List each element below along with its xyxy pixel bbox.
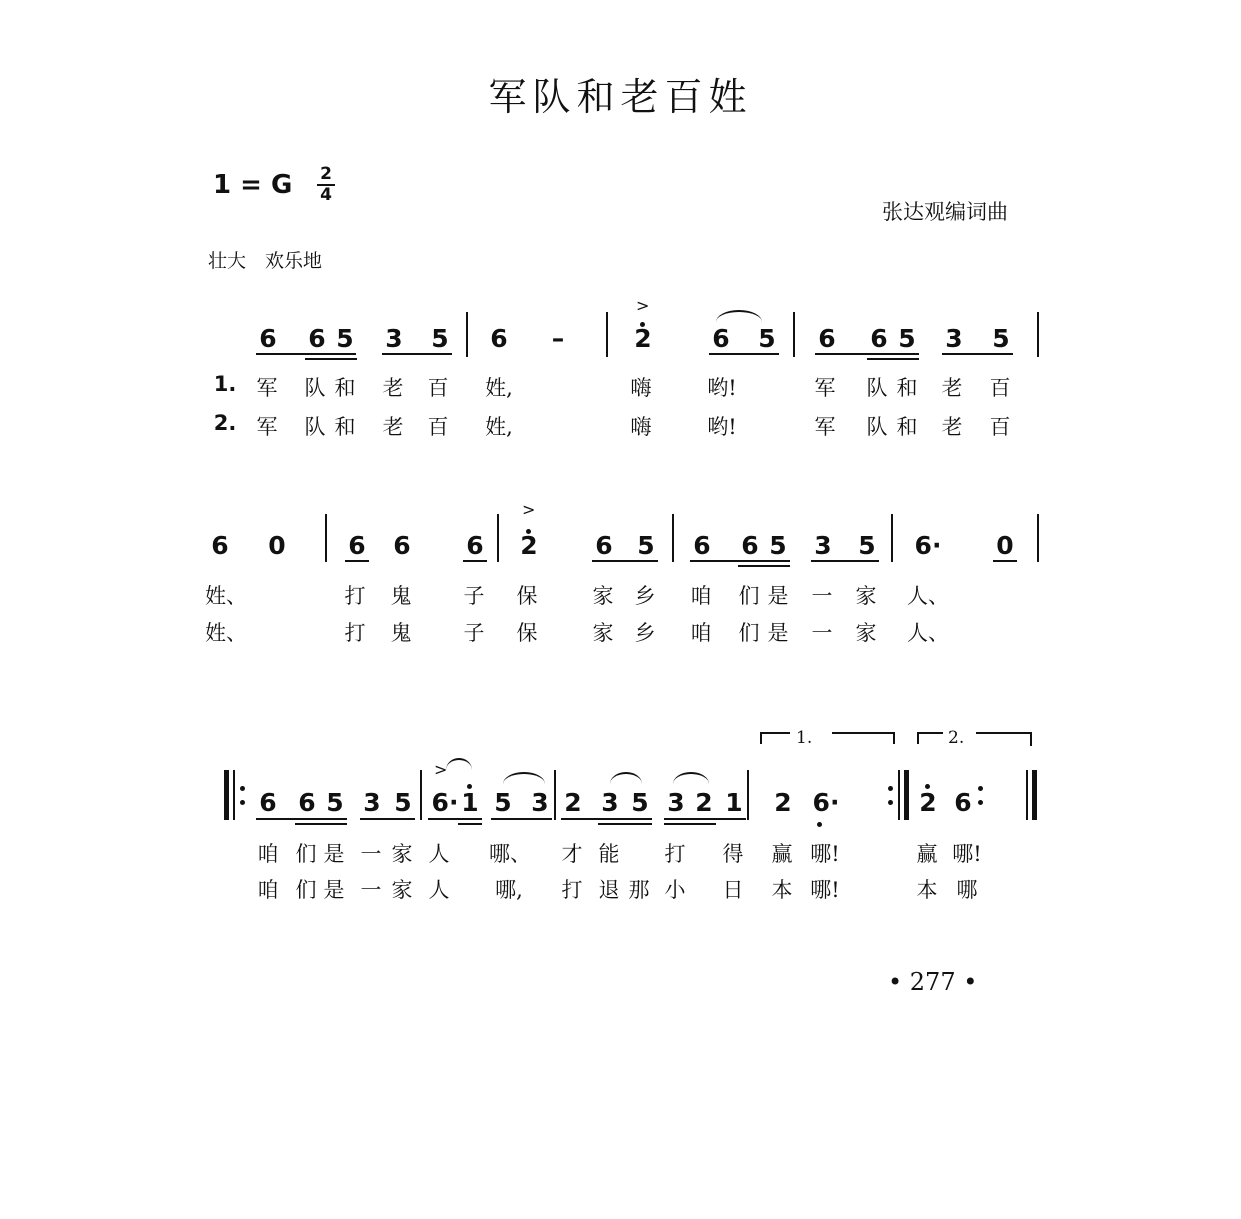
lyric: 队 xyxy=(304,376,326,400)
beam-line xyxy=(811,560,879,562)
barline xyxy=(891,514,893,562)
tie-slur xyxy=(503,772,545,784)
note: 2 xyxy=(634,324,652,353)
beam-line-2 xyxy=(305,358,357,360)
lyric: 人、 xyxy=(907,584,949,608)
beam-line-2 xyxy=(458,823,482,825)
note: 5 xyxy=(336,324,354,353)
lyric: 嗨 xyxy=(630,376,652,400)
lyric: 赢 xyxy=(771,842,793,866)
note: 6 xyxy=(490,324,508,353)
page-number: • 277 • xyxy=(888,968,978,996)
lyric: 咱 xyxy=(690,584,712,608)
lyric: 家 xyxy=(592,584,614,608)
note: 6 xyxy=(393,531,411,560)
lyric: 人 xyxy=(428,878,450,902)
lyric: 日 xyxy=(722,878,744,902)
volta-2-label: 2. xyxy=(948,728,965,748)
repeat-start-thick-bar xyxy=(224,770,229,820)
fermata-dot xyxy=(978,786,983,791)
note: 6· xyxy=(431,788,459,817)
note: 5 xyxy=(769,531,787,560)
beam-line xyxy=(382,353,452,355)
barline xyxy=(747,770,749,820)
volta-1-right-hook xyxy=(893,732,895,744)
beam-line-2 xyxy=(867,358,919,360)
note: 3 xyxy=(945,324,963,353)
lyric: 姓, xyxy=(485,376,513,400)
note: 5 xyxy=(631,788,649,817)
lyric: 们 xyxy=(295,878,317,902)
note: 6 xyxy=(741,531,759,560)
lyric: 打 xyxy=(344,584,366,608)
lyric: 们 xyxy=(738,584,760,608)
barline xyxy=(1037,312,1039,357)
dash: – xyxy=(551,324,565,353)
note: 2 xyxy=(695,788,713,817)
lyric: 军 xyxy=(814,415,836,439)
note: 6 xyxy=(466,531,484,560)
fermata-dot xyxy=(978,800,983,805)
lyric: 咱 xyxy=(257,878,279,902)
lyric: 打 xyxy=(344,621,366,645)
barline xyxy=(497,514,499,562)
note: 6 xyxy=(259,324,277,353)
beam-line xyxy=(592,560,658,562)
note: 6 xyxy=(348,531,366,560)
repeat-end-thick-bar xyxy=(904,770,909,820)
tie-slur xyxy=(610,772,642,784)
lyric: 打 xyxy=(561,878,583,902)
lyric: 咱 xyxy=(690,621,712,645)
lyric: 哪! xyxy=(810,842,840,866)
note: 3 xyxy=(363,788,381,817)
volta-2-bracket xyxy=(917,732,943,744)
lyric: 人、 xyxy=(907,621,949,645)
low-octave-dot xyxy=(817,822,822,827)
beam-line xyxy=(709,353,779,355)
lyric: 军 xyxy=(256,376,278,400)
lyric: 军 xyxy=(256,415,278,439)
beam-line xyxy=(345,560,369,562)
lyric: 哟! xyxy=(707,376,737,400)
note: 3 xyxy=(667,788,685,817)
lyric: 家 xyxy=(592,621,614,645)
note: 6 xyxy=(693,531,711,560)
lyric: 姓, xyxy=(485,415,513,439)
lyric: 百 xyxy=(989,415,1011,439)
repeat-dot xyxy=(240,786,245,791)
lyric: 百 xyxy=(427,376,449,400)
repeat-start-thin-bar xyxy=(233,770,235,820)
note: 5 xyxy=(394,788,412,817)
beam-line xyxy=(256,818,347,820)
note: 3 xyxy=(601,788,619,817)
barline xyxy=(606,312,608,357)
lyric: 百 xyxy=(989,376,1011,400)
note: 6 xyxy=(298,788,316,817)
note: 5 xyxy=(758,324,776,353)
barline xyxy=(793,312,795,357)
accent-mark: > xyxy=(434,760,448,779)
beam-line xyxy=(690,560,790,562)
note: 6 xyxy=(595,531,613,560)
beam-line-2 xyxy=(664,823,716,825)
lyric: 哪, xyxy=(495,878,523,902)
note: 5 xyxy=(898,324,916,353)
tie-slur xyxy=(446,758,472,770)
note: 6 xyxy=(870,324,888,353)
note: 3 xyxy=(531,788,549,817)
time-signature-numerator: 2 xyxy=(320,164,332,184)
lyric: 嗨 xyxy=(630,415,652,439)
lyric: 是 xyxy=(767,584,789,608)
note: 2 xyxy=(564,788,582,817)
lyric: 是 xyxy=(323,878,345,902)
note: 6 xyxy=(818,324,836,353)
tie-slur xyxy=(716,310,762,322)
note: 5 xyxy=(992,324,1010,353)
barline xyxy=(325,514,327,562)
beam-line xyxy=(463,560,487,562)
note: 5 xyxy=(494,788,512,817)
lyric: 家 xyxy=(855,584,877,608)
composer-credit: 张达观编词曲 xyxy=(882,200,1008,224)
volta-1-label: 1. xyxy=(796,728,813,748)
barline xyxy=(466,312,468,357)
note: 1 xyxy=(461,788,479,817)
lyric: 乡 xyxy=(634,621,656,645)
verse-number: 2. xyxy=(213,411,237,435)
lyric: 一 xyxy=(360,842,382,866)
lyric: 百 xyxy=(427,415,449,439)
lyric: 队 xyxy=(304,415,326,439)
repeat-end-thin-bar xyxy=(898,770,900,820)
lyric: 一 xyxy=(811,584,833,608)
final-thin-bar xyxy=(1026,770,1028,820)
note: 0 xyxy=(268,531,286,560)
lyric: 退 xyxy=(598,878,620,902)
volta-1-bracket xyxy=(832,732,894,744)
beam-line xyxy=(561,818,652,820)
beam-line xyxy=(360,818,415,820)
lyric: 哪! xyxy=(952,842,982,866)
lyric: 子 xyxy=(463,621,485,645)
lyric: 那 xyxy=(628,878,650,902)
volta-2-bracket xyxy=(976,732,1032,744)
lyric: 和 xyxy=(334,415,356,439)
lyric: 赢 xyxy=(916,842,938,866)
tempo-marking: 壮大 欢乐地 xyxy=(208,250,323,272)
lyric: 一 xyxy=(811,621,833,645)
barline xyxy=(672,514,674,562)
beam-line-2 xyxy=(738,565,790,567)
volta-1-bracket xyxy=(760,732,790,744)
lyric: 鬼 xyxy=(390,584,412,608)
note: 6· xyxy=(812,788,840,817)
key-signature: 1 = G xyxy=(213,170,293,200)
beam-line-2 xyxy=(295,823,347,825)
lyric: 是 xyxy=(323,842,345,866)
note: 0 xyxy=(996,531,1014,560)
note: 6 xyxy=(308,324,326,353)
beam-line xyxy=(256,353,356,355)
repeat-dot xyxy=(888,800,893,805)
barline xyxy=(420,770,422,820)
lyric: 能 xyxy=(598,842,620,866)
verse-number: 1. xyxy=(213,372,237,396)
lyric: 姓、 xyxy=(205,584,247,608)
note: 3 xyxy=(385,324,403,353)
lyric: 军 xyxy=(814,376,836,400)
lyric: 本 xyxy=(916,878,938,902)
beam-line xyxy=(491,818,552,820)
lyric: 本 xyxy=(771,878,793,902)
lyric: 老 xyxy=(382,415,404,439)
note: 5 xyxy=(431,324,449,353)
lyric: 乡 xyxy=(634,584,656,608)
note: 2 xyxy=(774,788,792,817)
note: 6 xyxy=(211,531,229,560)
repeat-dot xyxy=(888,786,893,791)
lyric: 哪 xyxy=(956,878,978,902)
repeat-dot xyxy=(240,800,245,805)
note: 5 xyxy=(637,531,655,560)
note: 2 xyxy=(520,531,538,560)
lyric: 一 xyxy=(360,878,382,902)
note: 5 xyxy=(326,788,344,817)
note: 5 xyxy=(858,531,876,560)
lyric: 家 xyxy=(391,878,413,902)
lyric: 家 xyxy=(391,842,413,866)
lyric: 和 xyxy=(334,376,356,400)
beam-line xyxy=(942,353,1013,355)
lyric: 是 xyxy=(767,621,789,645)
lyric: 和 xyxy=(896,415,918,439)
lyric: 们 xyxy=(295,842,317,866)
lyric: 鬼 xyxy=(390,621,412,645)
lyric: 老 xyxy=(382,376,404,400)
lyric: 家 xyxy=(855,621,877,645)
lyric: 小 xyxy=(664,878,686,902)
lyric: 老 xyxy=(941,376,963,400)
note: 1 xyxy=(725,788,743,817)
lyric: 和 xyxy=(896,376,918,400)
lyric: 保 xyxy=(516,621,538,645)
beam-line xyxy=(664,818,746,820)
lyric: 得 xyxy=(722,842,744,866)
lyric: 队 xyxy=(866,376,888,400)
beam-line xyxy=(993,560,1017,562)
lyric: 打 xyxy=(664,842,686,866)
lyric: 哪! xyxy=(810,878,840,902)
note: 6 xyxy=(259,788,277,817)
beam-line xyxy=(428,818,482,820)
accent-mark: > xyxy=(636,296,650,315)
lyric: 老 xyxy=(941,415,963,439)
lyric: 人 xyxy=(428,842,450,866)
lyric: 姓、 xyxy=(205,621,247,645)
note: 6 xyxy=(712,324,730,353)
barline xyxy=(554,770,556,820)
lyric: 哪、 xyxy=(489,842,531,866)
lyric: 队 xyxy=(866,415,888,439)
lyric: 子 xyxy=(463,584,485,608)
tie-slur xyxy=(673,772,709,784)
beam-line xyxy=(815,353,919,355)
note: 2 xyxy=(919,788,937,817)
note: 6 xyxy=(954,788,972,817)
time-signature-denominator: 4 xyxy=(320,185,332,205)
lyric: 才 xyxy=(561,842,583,866)
volta-2-right-hook xyxy=(1030,732,1032,746)
beam-line-2 xyxy=(598,823,652,825)
lyric: 们 xyxy=(738,621,760,645)
accent-mark: > xyxy=(522,500,536,519)
lyric: 保 xyxy=(516,584,538,608)
song-title: 军队和老百姓 xyxy=(488,75,753,119)
lyric: 哟! xyxy=(707,415,737,439)
barline xyxy=(1037,514,1039,562)
final-thick-bar xyxy=(1032,770,1037,820)
lyric: 咱 xyxy=(257,842,279,866)
time-signature xyxy=(317,166,335,204)
note: 6· xyxy=(914,531,942,560)
note: 3 xyxy=(814,531,832,560)
